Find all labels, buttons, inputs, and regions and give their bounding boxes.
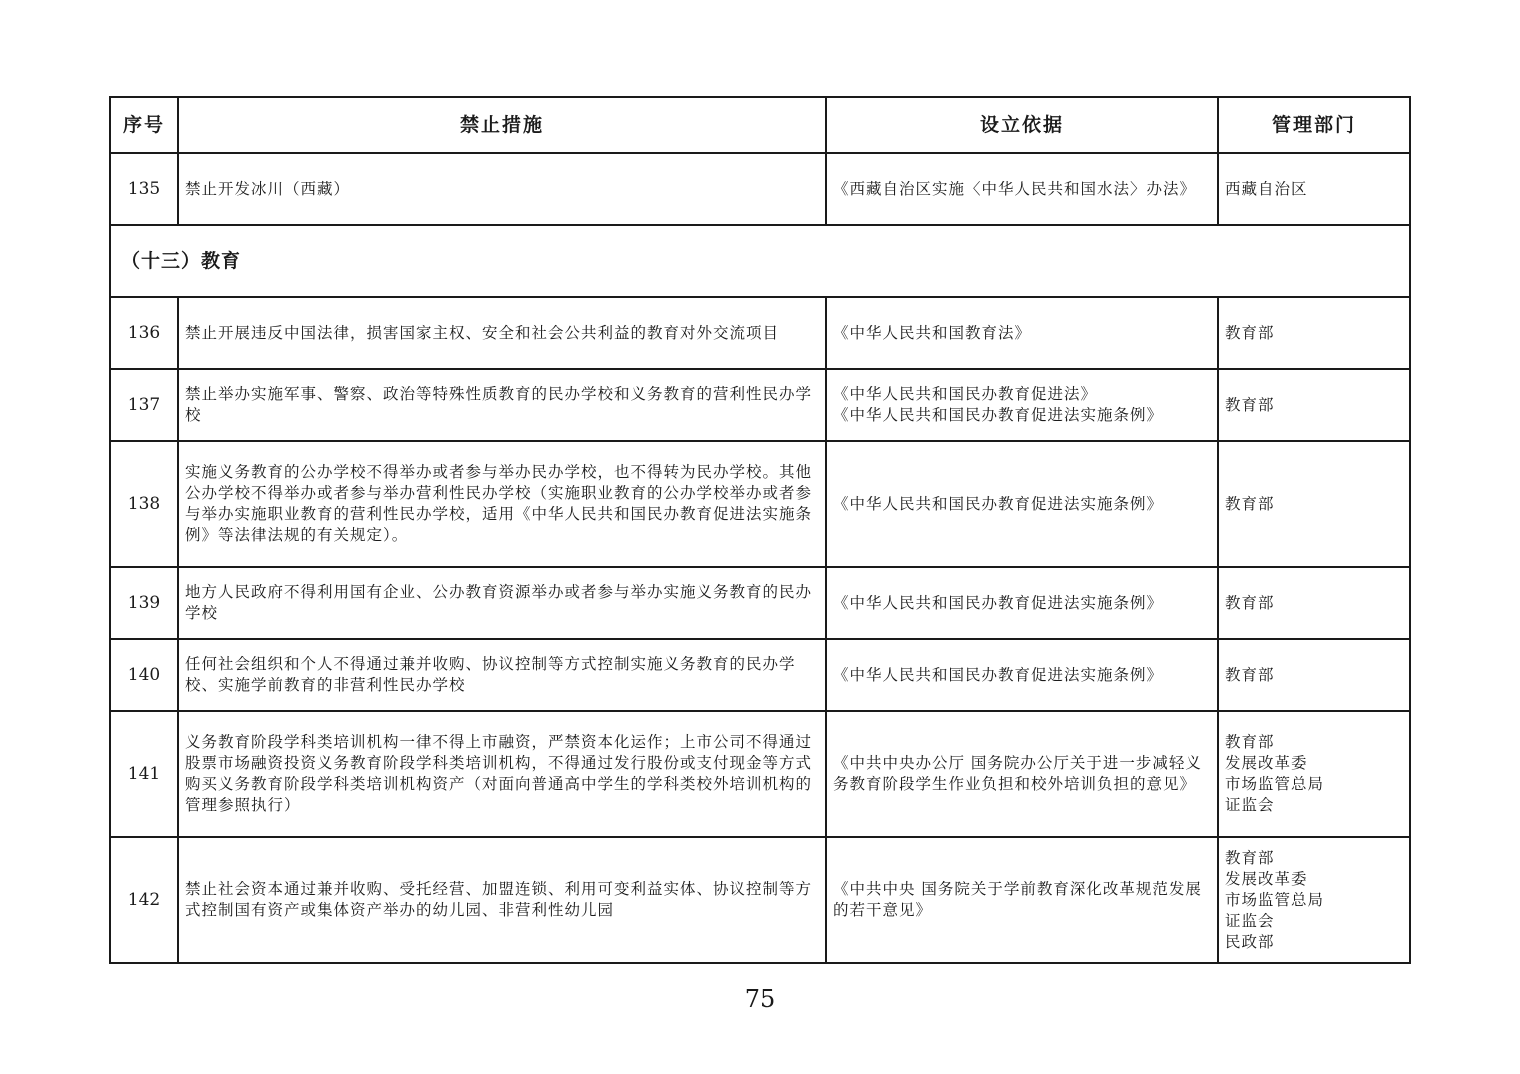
row-basis: 《中华人民共和国民办教育促进法实施条例》 (826, 441, 1218, 567)
header-management-department: 管理部门 (1218, 97, 1410, 153)
row-basis (826, 369, 1218, 441)
department: 市场监管总局 (1225, 890, 1325, 909)
table-row (110, 441, 1410, 567)
row-number: 136 (110, 297, 178, 369)
row-measure: 地方人民政府不得利用国有企业、公办教育资源举办或者参与举办实施义务教育的民办学校 (178, 567, 826, 639)
prohibition-measures-table (109, 96, 1411, 964)
row-measure: 任何社会组织和个人不得通过兼并收购、协议控制等方式控制实施义务教育的民办学校、实施学前教育的非营利性民办学校 (178, 639, 826, 711)
row-measure: 禁止举办实施军事、警察、政治等特殊性质教育的民办学校和义务教育的营利性民办学校 (178, 369, 826, 441)
page-number: 75 (744, 985, 776, 1013)
row-measure: 实施义务教育的公办学校不得举办或者参与举办民办学校，也不得转为民办学校。其他公办学校不得举办或者参与举办营利性民办学校（实施职业教育的公办学校举办或者参与举办实施职业教育的营利性民办学校，适用《中华人民共和国民办教育促进法实施条例》等法律法规的有关规定）。 (178, 441, 826, 567)
row-basis: 《中华人民共和国民办教育促进法实施条例》 (826, 639, 1218, 711)
table-row (110, 837, 1410, 963)
row-departments (1218, 639, 1410, 711)
row-number: 135 (110, 153, 178, 225)
section-title: （十三）教育 (110, 225, 1410, 297)
row-measure: 义务教育阶段学科类培训机构一律不得上市融资，严禁资本化运作；上市公司不得通过股票市场融资投资义务教育阶段学科类培训机构，不得通过发行股份或支付现金等方式购买义务教育阶段学科类培训机构资产（对面向普通高中学生的学科类校外培训机构的管理参照执行） (178, 711, 826, 837)
department: 发展改革委 (1225, 869, 1308, 888)
table-row (110, 711, 1410, 837)
department: 教育部 (1225, 665, 1275, 684)
row-number: 141 (110, 711, 178, 837)
department: 证监会 (1225, 911, 1275, 930)
basis-line: 《中华人民共和国民办教育促进法实施条例》 (833, 406, 1164, 424)
department: 发展改革委 (1225, 754, 1308, 772)
department: 教育部 (1225, 848, 1275, 867)
section-row (110, 225, 1410, 297)
table-header-row (110, 97, 1410, 153)
department: 西藏自治区 (1225, 179, 1308, 198)
table-row (110, 297, 1410, 369)
row-basis: 《中华人民共和国教育法》 (826, 297, 1218, 369)
row-departments (1218, 369, 1410, 441)
row-number: 140 (110, 639, 178, 711)
header-legal-basis: 设立依据 (826, 97, 1218, 153)
row-number: 138 (110, 441, 178, 567)
header-prohibited-measure: 禁止措施 (178, 97, 826, 153)
department: 教育部 (1225, 395, 1275, 414)
row-number: 139 (110, 567, 178, 639)
row-basis: 《中共中央办公厅 国务院办公厅关于进一步减轻义务教育阶段学生作业负担和校外培训负担的意见》 (826, 711, 1218, 837)
row-departments (1218, 837, 1410, 963)
row-number: 142 (110, 837, 178, 963)
row-number: 137 (110, 369, 178, 441)
row-departments (1218, 153, 1410, 225)
header-serial-number: 序号 (110, 97, 178, 153)
row-departments (1218, 297, 1410, 369)
department: 教育部 (1225, 733, 1275, 751)
row-departments (1218, 711, 1410, 837)
department: 教育部 (1225, 323, 1275, 342)
row-measure: 禁止开发冰川（西藏） (178, 153, 826, 225)
row-measure: 禁止开展违反中国法律，损害国家主权、安全和社会公共利益的教育对外交流项目 (178, 297, 826, 369)
table-row (110, 369, 1410, 441)
row-departments (1218, 441, 1410, 567)
basis-line: 《中华人民共和国民办教育促进法》 (833, 385, 1098, 403)
row-basis: 《西藏自治区实施〈中华人民共和国水法〉办法》 (826, 153, 1218, 225)
row-basis: 《中共中央 国务院关于学前教育深化改革规范发展的若干意见》 (826, 837, 1218, 963)
department: 教育部 (1225, 494, 1275, 513)
department: 证监会 (1225, 796, 1275, 814)
department: 市场监管总局 (1225, 775, 1325, 793)
department: 教育部 (1225, 593, 1275, 612)
row-basis: 《中华人民共和国民办教育促进法实施条例》 (826, 567, 1218, 639)
department: 民政部 (1225, 932, 1275, 951)
row-departments (1218, 567, 1410, 639)
table-row (110, 153, 1410, 225)
table-row (110, 567, 1410, 639)
table-row (110, 639, 1410, 711)
row-measure: 禁止社会资本通过兼并收购、受托经营、加盟连锁、利用可变利益实体、协议控制等方式控制国有资产或集体资产举办的幼儿园、非营利性幼儿园 (178, 837, 826, 963)
